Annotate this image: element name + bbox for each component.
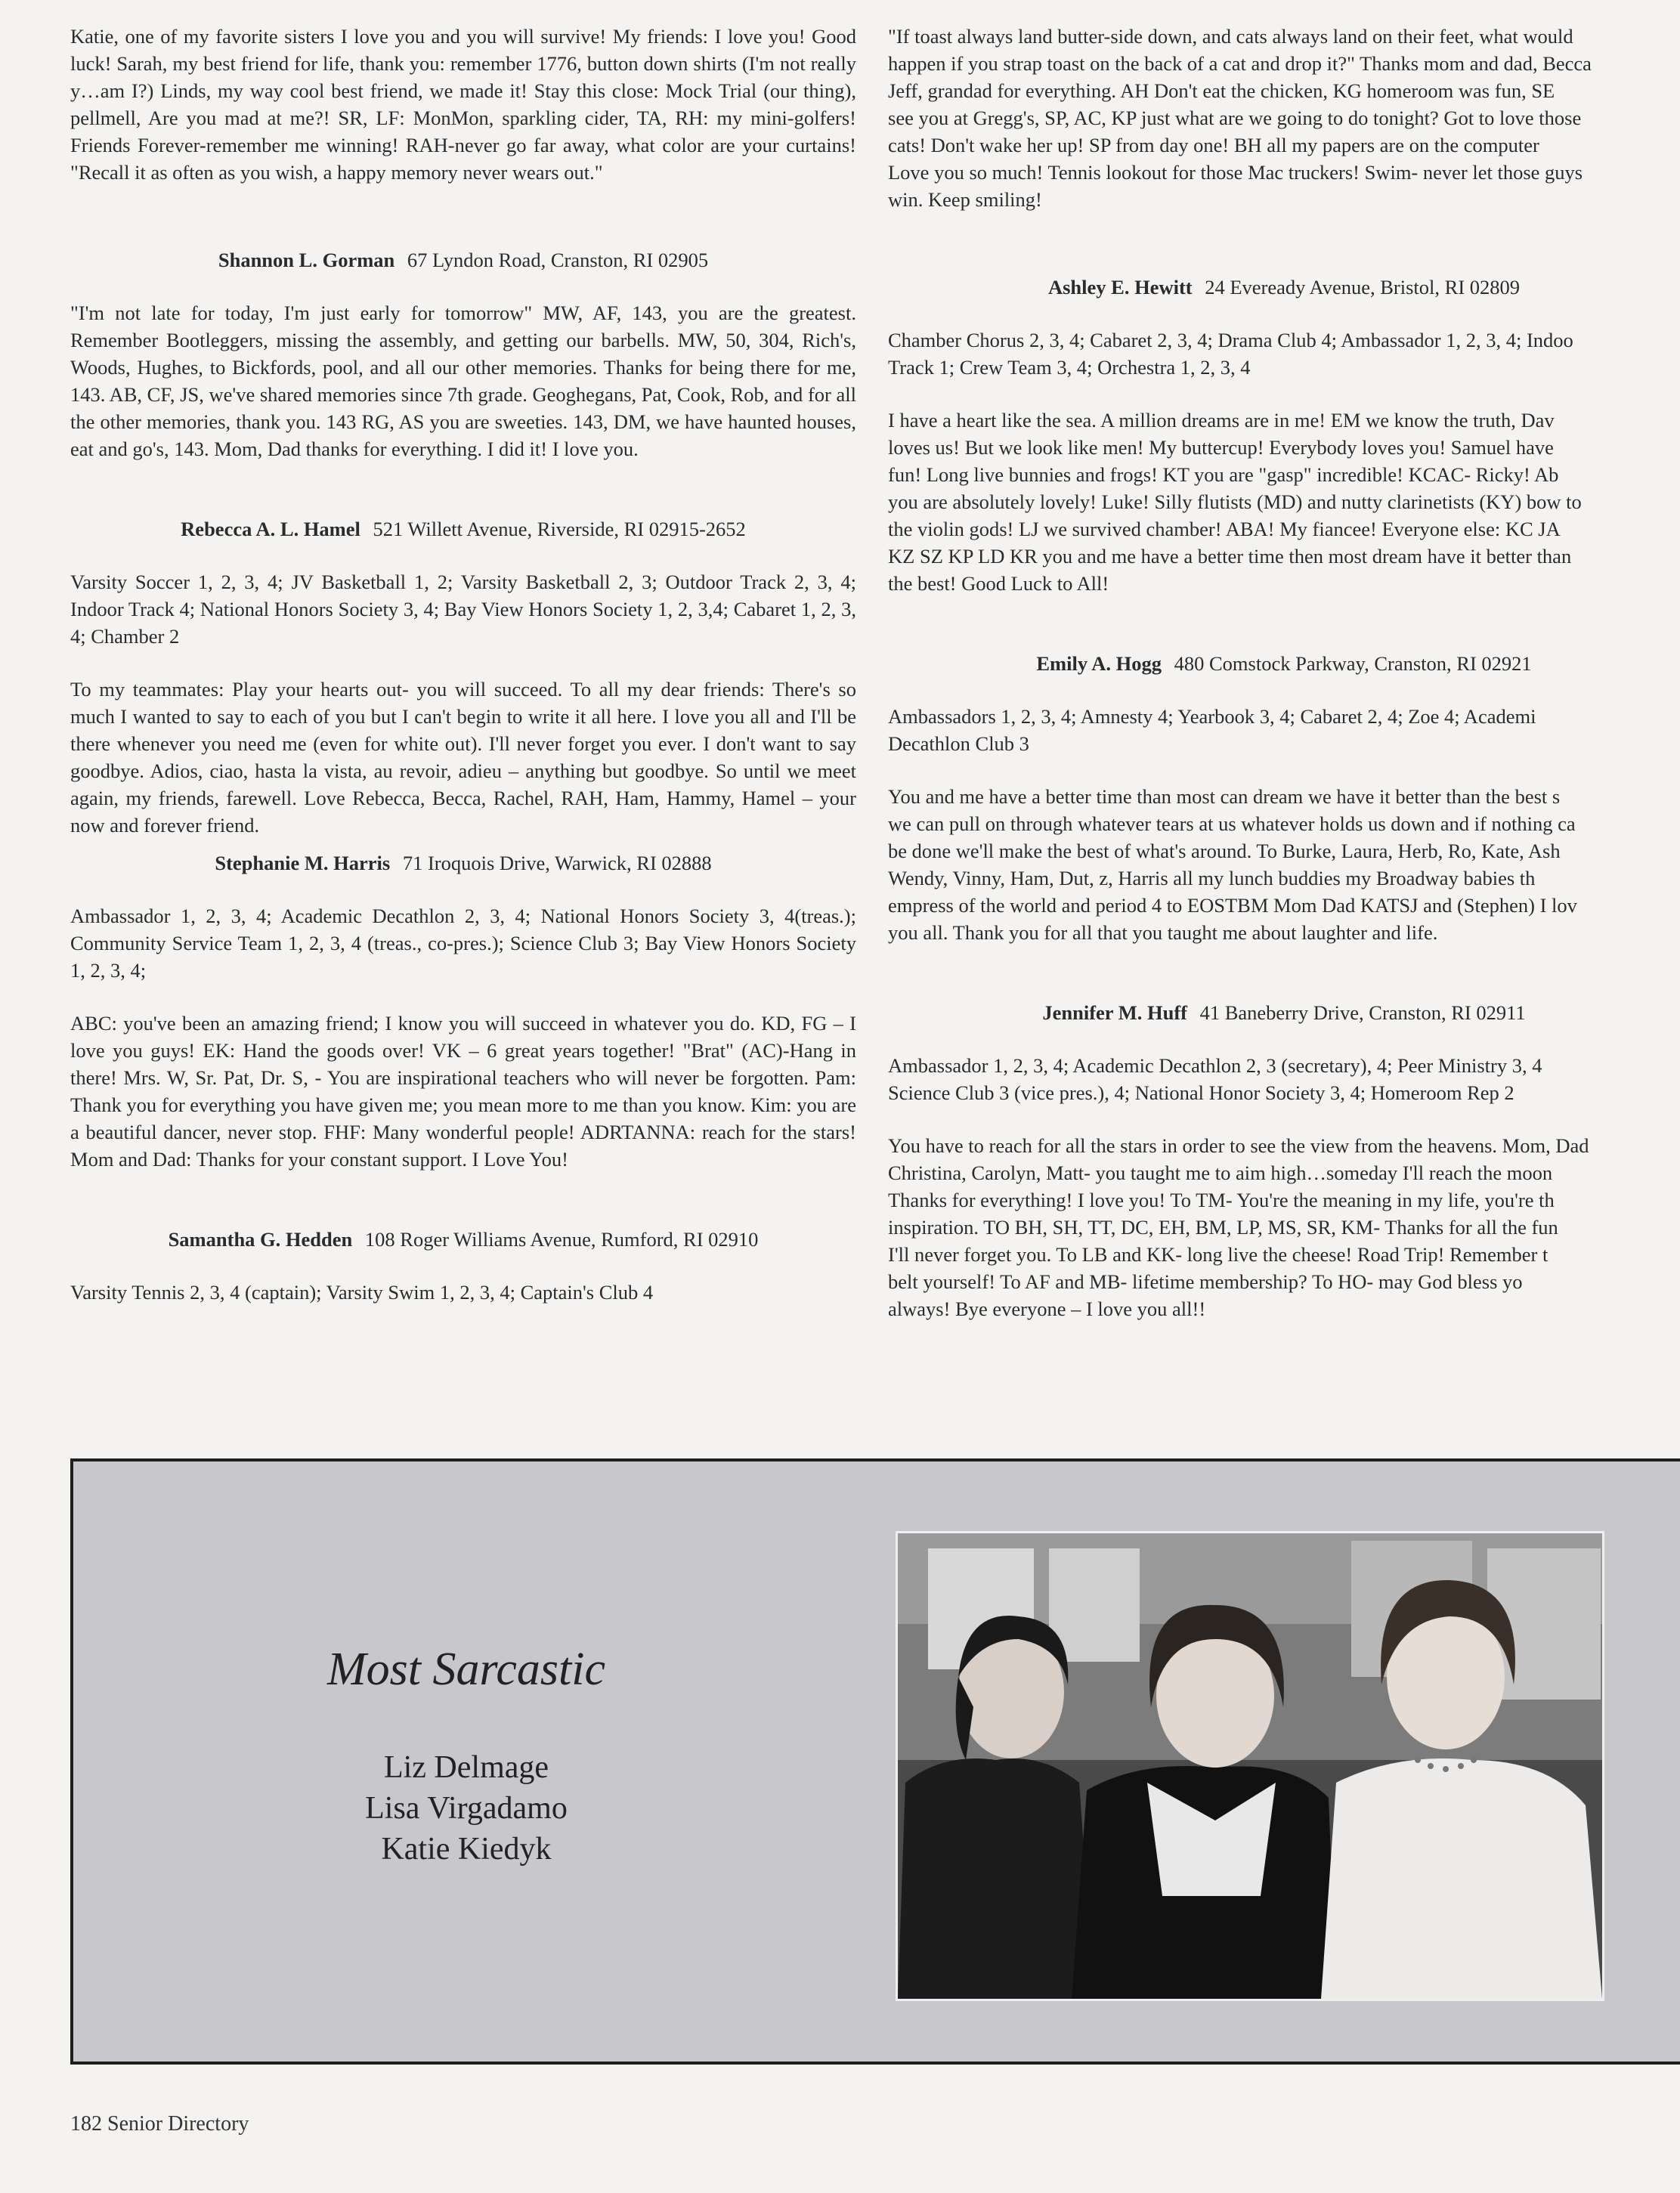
senior-message: ABC: you've been an amazing friend; I know you will succeed in whatever you do. KD, FG – I love you guys! EK: Hand the goods over! VK – 6 great years together! "Brat" (AC)-Hang in there! Mrs. W, Sr. Pat, Dr. S, - You are inspirational teachers who will never be forgotten. Pam: Thank you for everything you have given me; you mean more to me than you know. Kim: you are a beautiful dancer, never stop. FHF: Many wonderful people! ADRTANNA: reach for the stars! Mom and Dad: Thanks for your constant support. I Love You! [70,1012,856,1171]
text-line: win. Keep smiling! [888,188,1042,211]
text-line: the best! Good Luck to All! [888,572,1109,595]
text-line: you all. Thank you for all that you taught me about laughter and life. [888,921,1438,944]
senior-header [70,515,856,543]
text-line: happen if you strap toast on the back of a cat and drop it?" Thanks mom and dad, Becca [888,52,1592,75]
senior-header [70,1226,856,1253]
text-line: You and me have a better time than most can dream we have it better than the best s [888,785,1561,808]
senior-header [70,849,856,877]
senior-message [888,783,1680,946]
senior-activities: Varsity Tennis 2, 3, 4 (captain); Varsity Swim 1, 2, 3, 4; Captain's Club 4 [70,1281,654,1304]
senior-message: To my teammates: Play your hearts out- you will succeed. To all my dear friends: There's so much I wanted to say to each of you but I can't begin to write it all here. I love you all and I'll be there whenever you need me (even for white out). I'll never forget you ever. I don't want to say goodbye. Adios, ciao, hasta la vista, au revoir, adieu – anything but goodbye. So until we meet again, my friends, farewell. Love Rebecca, Becca, Rachel, RAH, Ham, Hammy, Hamel – your now and forever friend. [70,678,856,837]
text-line: Thanks for everything! I love you! To TM- You're the meaning in my life, you're th [888,1189,1555,1211]
text-line: belt yourself! To AF and MB- lifetime membership? To HO- may God bless yo [888,1270,1523,1293]
senior-name: Emily A. Hogg [1036,652,1162,675]
page-footer [70,2112,249,2136]
right-column [888,23,1680,1322]
senior-name: Ashley E. Hewitt [1047,276,1193,298]
award-title: Most Sarcastic [327,1644,605,1695]
text-line: be done we'll make the best of what's around. To Burke, Laura, Herb, Ro, Kate, Ash [888,840,1561,862]
text-line: inspiration. TO BH, SH, TT, DC, EH, BM, LP, MS, SR, KM- Thanks for all the fun [888,1216,1558,1239]
text-line: loves us! But we look like men! My buttercup! Everybody loves you! Samuel have [888,436,1554,459]
intro-message [888,23,1680,213]
senior-name: Samantha G. Hedden [168,1228,353,1251]
group-photo [896,1531,1604,2001]
award-winner-name: Liz Delmage [383,1750,549,1785]
senior-header [70,246,856,274]
award-box [70,1458,1680,2065]
senior-address: 41 Baneberry Drive, Cranston, RI 02911 [1199,1001,1526,1024]
senior-activities [888,703,1680,757]
senior-header [888,999,1680,1026]
text-line: you are absolutely lovely! Luke! Silly flutists (MD) and nutty clarinetists (KY) bow to [888,490,1582,513]
text-line: we can pull on through whatever tears at us whatever holds us down and if nothing ca [888,812,1576,835]
senior-name: Shannon L. Gorman [218,249,395,271]
text-line: Ambassador 1, 2, 3, 4; Academic Decathlon 2, 3 (secretary), 4; Peer Ministry 3, 4 [888,1054,1542,1077]
senior-address: 108 Roger Williams Avenue, Rumford, RI 02910 [364,1228,759,1251]
text-line: the violin gods! LJ we survived chamber! ABA! My fiancee! Everyone else: KC JA [888,518,1561,540]
text-line: Jeff, grandad for everything. AH Don't eat the chicken, KG homeroom was fun, SE [888,79,1555,102]
text-line: KZ SZ KP LD KR you and me have a better time then most dream have it better than [888,545,1572,568]
group-photo-illustration [898,1533,1602,1999]
text-line: see you at Gregg's, SP, AC, KP just what are we going to do tonight? Got to love those [888,107,1582,129]
award-winner-name: Katie Kiedyk [381,1832,552,1867]
senior-activities: Varsity Soccer 1, 2, 3, 4; JV Basketball 1, 2; Varsity Basketball 2, 3; Outdoor Track 2, 3, 4; Indoor Track 4; National Honors Society 3, 4; Bay View Honors Society 1, 2, 3,4; Cabaret 1, 2, 3, 4; Chamber 2 [70,571,856,648]
senior-name: Stephanie M. Harris [215,852,391,874]
text-line: Wendy, Vinny, Ham, Dut, z, Harris all my lunch buddies my Broadway babies th [888,867,1536,889]
left-column [70,23,856,1306]
senior-name: Jennifer M. Huff [1042,1001,1187,1024]
text-line: I'll never forget you. To LB and KK- long live the cheese! Road Trip! Remember t [888,1243,1549,1266]
award-names [73,1747,859,1870]
senior-activities [888,1052,1680,1106]
senior-address: 24 Eveready Avenue, Bristol, RI 02809 [1205,276,1521,298]
award-winner-name: Lisa Virgadamo [365,1791,568,1826]
text-line: Christina, Carolyn, Matt- you taught me to aim high…someday I'll reach the moon [888,1161,1553,1184]
text-line: Love you so much! Tennis lookout for those Mac truckers! Swim- never let those guys [888,161,1583,184]
senior-address: 521 Willett Avenue, Riverside, RI 02915-2652 [373,518,746,540]
senior-header [888,274,1680,301]
senior-message [888,1132,1680,1322]
text-line: Chamber Chorus 2, 3, 4; Cabaret 2, 3, 4; Drama Club 4; Ambassador 1, 2, 3, 4; Indoo [888,329,1573,351]
text-line: Track 1; Crew Team 3, 4; Orchestra 1, 2, 3, 4 [888,356,1251,379]
page-number: 182 [70,2112,102,2136]
text-line: "If toast always land butter-side down, and cats always land on their feet, what would [888,25,1573,48]
text-line: Science Club 3 (vice pres.), 4; National Honor Society 3, 4; Homeroom Rep 2 [888,1081,1514,1104]
section-name: Senior Directory [107,2112,249,2136]
text-line: cats! Don't wake her up! SP from day one! BH all my papers are on the computer [888,134,1539,156]
text-line: Ambassadors 1, 2, 3, 4; Amnesty 4; Yearbook 3, 4; Cabaret 2, 4; Zoe 4; Academi [888,705,1536,728]
senior-header [888,650,1680,677]
senior-name: Rebecca A. L. Hamel [181,518,360,540]
senior-message: "I'm not late for today, I'm just early for tomorrow" MW, AF, 143, you are the greatest. Remember Bootleggers, missing the assembly, and getting our barbells. MW, 50, 304, Rich's, Woods, Hughes, to Bickfords, pool, and all our other memories. Thanks for being there for me, 143. AB, CF, JS, we've shared memories since 7th grade. Geoghegans, Pat, Cook, Rob, and for all the other memories, thank you. 143 RG, AS you are sweeties. 143, DM, we have haunted houses, eat and go's, 143. Mom, Dad thanks for everything. I did it! I love you. [70,302,856,460]
text-line: I have a heart like the sea. A million dreams are in me! EM we know the truth, Dav [888,409,1555,431]
intro-message: Katie, one of my favorite sisters I love you and you will survive! My friends: I love you! Good luck! Sarah, my best friend for life, thank you: remember 1776, button down shirts (I'm not really y…am I?) Linds, my way cool best friend, we made it! Stay this close: Mock Trial (our thing), pellmell, Are you mad at me?! SR, LF: MonMon, sparkling cider, TA, RH: my mini-golfers! Friends Forever-remember me winning! RAH-never go far away, what color are your curtains! "Recall it as often as you wish, a happy memory never wears out." [70,25,856,184]
text-line: fun! Long live bunnies and frogs! KT you are "gasp" incredible! KCAC- Ricky! Ab [888,463,1559,486]
senior-activities: Ambassador 1, 2, 3, 4; Academic Decathlon 2, 3, 4; National Honors Society 3, 4(treas.); Community Service Team 1, 2, 3, 4 (treas., co-pres.); Science Club 3; Bay View Honors Society 1, 2, 3, 4; [70,905,856,982]
text-line: Decathlon Club 3 [888,732,1029,755]
senior-address: 67 Lyndon Road, Cranston, RI 02905 [407,249,709,271]
senior-activities [888,326,1680,381]
senior-address: 71 Iroquois Drive, Warwick, RI 02888 [402,852,712,874]
text-line: You have to reach for all the stars in order to see the view from the heavens. Mom, Dad [888,1134,1589,1157]
text-line: always! Bye everyone – I love you all!! [888,1298,1206,1320]
text-line: empress of the world and period 4 to EOSTBM Mom Dad KATSJ and (Stephen) I lov [888,894,1577,917]
senior-address: 480 Comstock Parkway, Cranston, RI 02921 [1174,652,1532,675]
senior-message [888,407,1680,597]
